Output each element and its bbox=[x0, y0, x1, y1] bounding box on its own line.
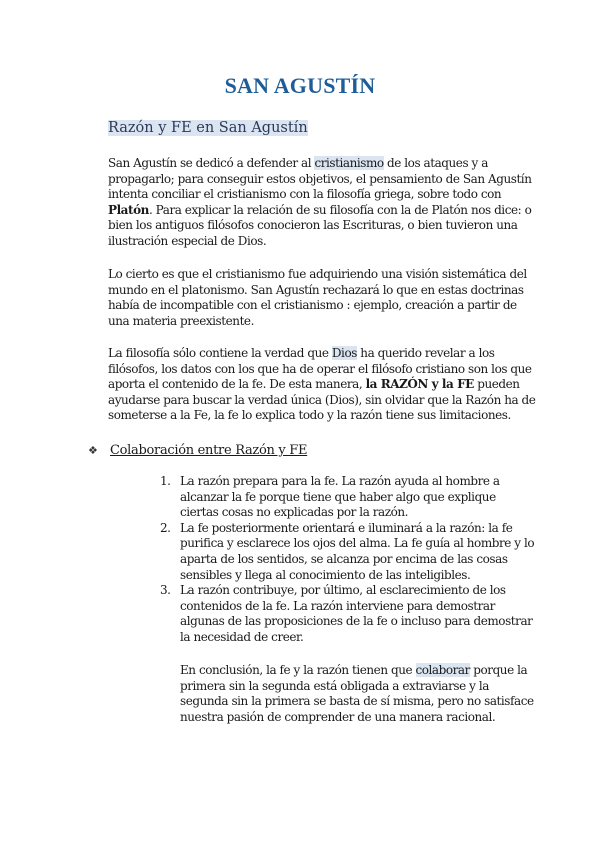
razon-fe-bold: la RAZÓN y la FE bbox=[365, 377, 474, 392]
p1-text-a: San Agustín se dedicó a defender al bbox=[108, 156, 315, 170]
list-item bbox=[160, 583, 535, 645]
p3-text-c: pueden ayudarse para buscar la verdad única (Dios), sin olvidar que la Razón ha de someterse a la Fe, la fe lo explica todo y la razón tiene sus limitaciones. bbox=[108, 377, 536, 423]
concl-text-b: porque la primera sin la segunda está obligada a extraviarse y la segunda sin la primera se basta de sí misma, pero no satisface nuestra pasión de comprender de una manera racional. bbox=[180, 663, 534, 724]
p1-text-b: de los ataques y a propagarlo; para conseguir estos objetivos, el pensamiento de San Agustín intenta conciliar el cristianismo con la filosofía griega, sobre todo con bbox=[108, 156, 532, 202]
list-item-text: La razón contribuye, por último, al esclarecimiento de los contenidos de la fe. La razón interviene para demostrar algunas de las proposiciones de la fe o incluso para demostrar la necesidad de creer. bbox=[180, 583, 533, 644]
paragraph-conclusion bbox=[180, 663, 535, 725]
paragraph-platonismo: Lo cierto es que el cristianismo fue adquiriendo una visión sistemática del mundo en el platonismo. San Agustín rechazará lo que en estas doctrinas había de incompatible con el cristianismo : ejemplo, creación a partir de una materia preexistente. bbox=[108, 267, 527, 328]
paragraph-filosofia bbox=[108, 346, 538, 424]
section-title: Colaboración entre Razón y FE bbox=[110, 443, 308, 458]
subtitle bbox=[108, 120, 308, 136]
list-item-text: La razón prepara para la fe. La razón ayuda al hombre a alcanzar la fe porque tiene que haber algo que explique ciertas cosas no explicadas por la razón. bbox=[180, 474, 500, 520]
list-item bbox=[160, 521, 535, 583]
list-item-number: 3. bbox=[160, 583, 171, 598]
p1-text-c: . Para explicar la relación de su filosofía con la de Platón nos dice: o bien los antiguos filósofos conocieron las Escrituras, o bien tuvieron una ilustración especial de Dios. bbox=[108, 202, 532, 248]
paragraph-intro bbox=[108, 156, 538, 250]
numbered-list bbox=[160, 474, 535, 646]
colaborar-link[interactable]: colaborar bbox=[415, 663, 470, 677]
concl-text-a: En conclusión, la fe y la razón tienen que bbox=[180, 663, 416, 677]
list-item bbox=[160, 474, 535, 521]
page-title: SAN AGUSTÍN bbox=[224, 73, 376, 98]
list-item-number: 2. bbox=[160, 520, 171, 535]
list-item-number: 1. bbox=[160, 474, 171, 488]
dios-link[interactable]: Dios bbox=[331, 346, 357, 360]
diamond-bullet-icon: ❖ bbox=[88, 444, 98, 457]
p3-text-b: ha querido revelar a los filósofos, los datos con los que ha de operar el filósofo cristiano son los que aporta el contenido de la fe. De esta manera, bbox=[108, 346, 532, 392]
platon-bold: Platón bbox=[108, 202, 149, 217]
list-item-text: La fe posteriormente orientará e iluminará a la razón: la fe purifica y esclarece los ojos del alma. La fe guía al hombre y lo aparta de los sentidos, se alcanza por encima de las cosas sensibles y llega al conocimiento de las inteligibles. bbox=[180, 520, 535, 582]
p3-text-a: La filosofía sólo contiene la verdad que bbox=[108, 346, 332, 360]
section-heading bbox=[88, 443, 307, 458]
cristianismo-link[interactable]: cristianismo bbox=[314, 156, 384, 170]
subtitle-text: Razón y FE en San Agustín bbox=[108, 120, 308, 136]
